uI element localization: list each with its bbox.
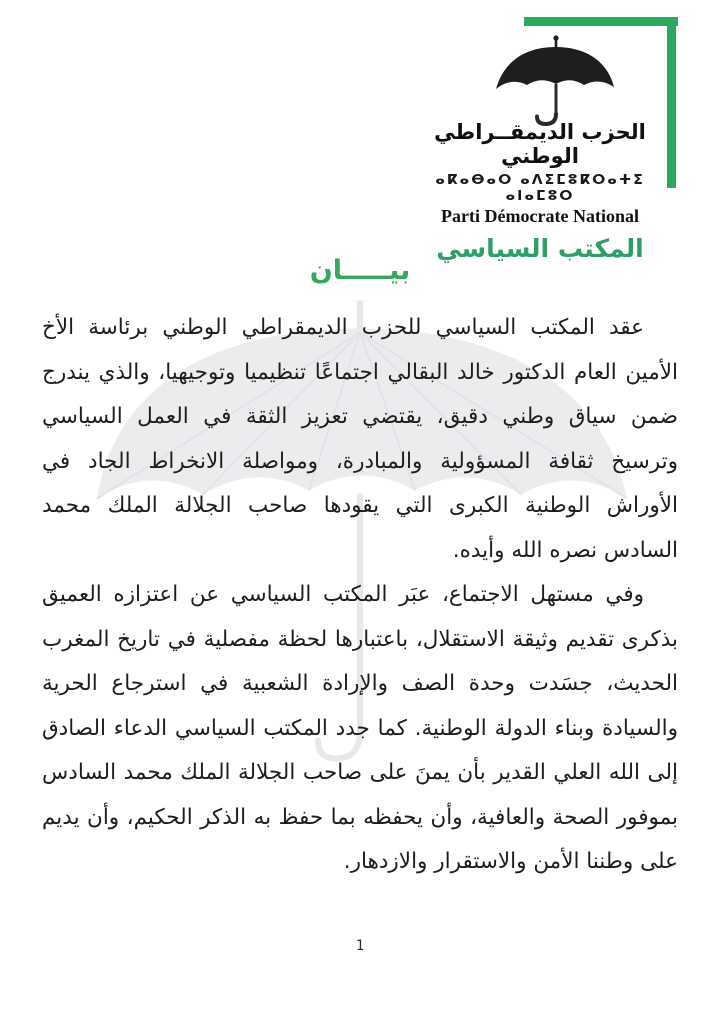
umbrella-icon xyxy=(492,34,618,126)
party-name-arabic: الحزب الديمقــراطي الوطني xyxy=(434,120,646,169)
page-number: 1 xyxy=(355,938,365,954)
header xyxy=(398,120,682,264)
corner-frame-horizontal xyxy=(524,17,678,26)
political-bureau-label: المكتب السياسي xyxy=(436,234,644,264)
statement-body xyxy=(42,306,678,885)
party-name-french: Parti Démocrate National xyxy=(441,206,639,227)
document-title: بيـــــان xyxy=(309,255,411,286)
paragraph-1: عقد المكتب السياسي للحزب الديمقراطي الوطني برئاسة الأخ الأمين العام الدكتور خالد البقالي اجتماعًا تنظيميا وتوجيهيا، والذي يندرج ضمن سياق وطني دقيق، يقتضي تعزيز الثقة في العمل السياسي وترسيخ ثقافة المسؤولية والمبادرة، ومواصلة الانخراط الجاد في الأوراش الوطنية الكبرى التي يقودها صاحب الجلالة الملك محمد السادس نصره الله وأيده. xyxy=(42,315,678,563)
party-name-tifinagh: ⴰⴽⴰⴱⴰⵔ ⴰⴷⵉⵎⵓⴽⵔⴰⵜⵉ ⴰⵏⴰⵎⵓⵔ xyxy=(435,172,645,205)
paragraph-2: وفي مستهل الاجتماع، عبَر المكتب السياسي عن اعتزازه العميق بذكرى تقديم وثيقة الاستقلال، باعتبارها لحظة مفصلية في تاريخ المغرب الحديث، جسَدت وحدة الصف والإرادة الشعبية في استرجاع الحرية والسيادة وبناء الدولة الوطنية. كما جدد المكتب السياسي الدعاء الصادق إلى الله العلي القدير بأن يمنَ على صاحب الجلالة الملك محمد السادس بموفور الصحة والعافية، وأن يحفظه بما حفظ به الذكر الحكيم، وأن يديم على وطننا الأمن والاستقرار والازدهار. xyxy=(42,582,678,874)
